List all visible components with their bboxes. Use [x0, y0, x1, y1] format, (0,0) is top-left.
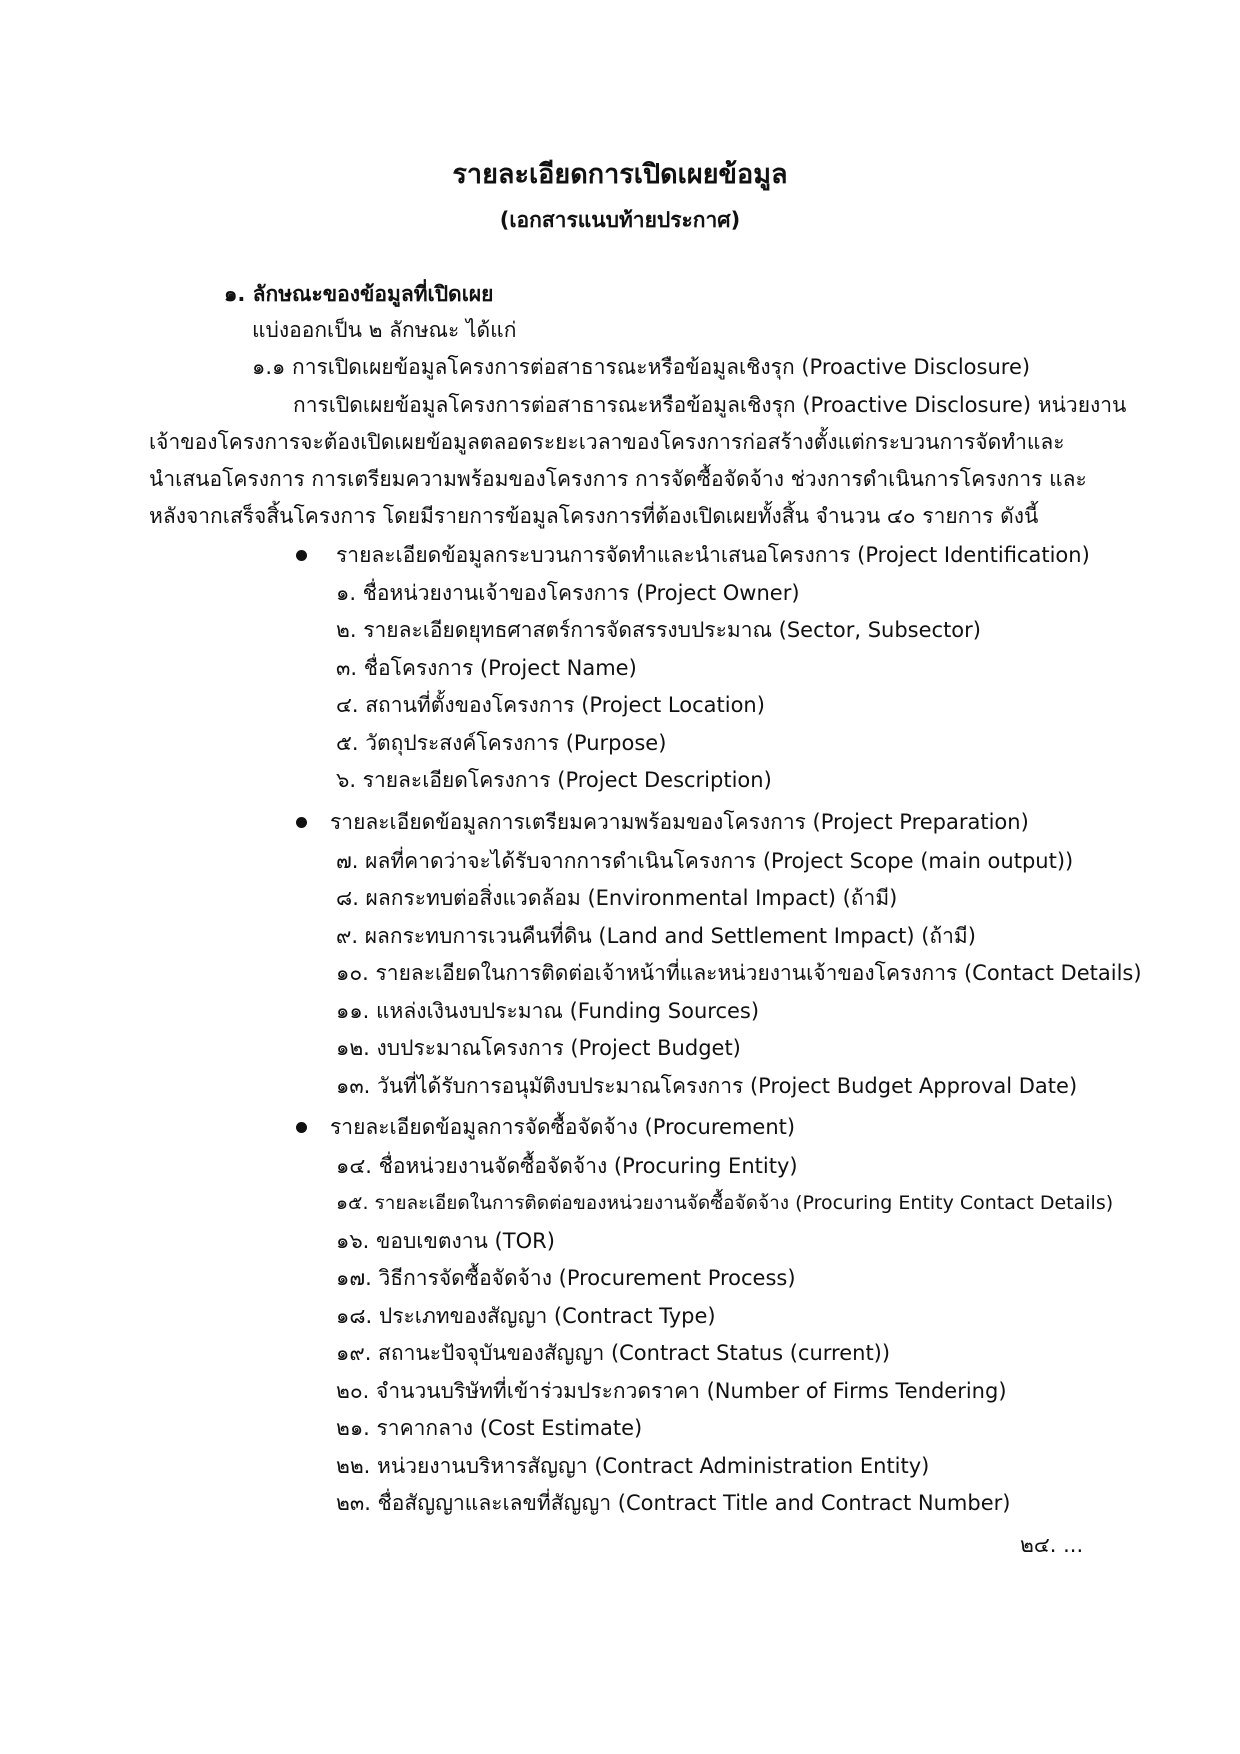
list-item: ๑๘. ประเภทของสัญญา (Contract Type) [336, 1304, 716, 1328]
list-item: ๒๐. จำนวนบริษัทที่เข้าร่วมประกวดราคา (Number of Firms Tendering) [336, 1379, 1007, 1403]
list-item: ๒๑. ราคากลาง (Cost Estimate) [336, 1416, 643, 1440]
paragraph-line: การเปิดเผยข้อมูลโครงการต่อสาธารณะหรือข้อมูลเชิงรุก (Proactive Disclosure) หน่วยงาน [293, 393, 1127, 417]
list-item: ๙. ผลกระทบการเวนคืนที่ดิน (Land and Settlement Impact) (ถ้ามี) [336, 924, 976, 948]
list-item: ๑๖. ขอบเขตงาน (TOR) [336, 1229, 555, 1253]
list-item: ๑๓. วันที่ได้รับการอนุมัติงบประมาณโครงการ (Project Budget Approval Date) [336, 1074, 1078, 1098]
list-item: ๒. รายละเอียดยุทธศาสตร์การจัดสรรงบประมาณ (Sector, Subsector) [336, 618, 981, 642]
continuation-marker: ๒๔. ... [1020, 1533, 1084, 1557]
document-subtitle: (เอกสารแนบท้ายประกาศ) [499, 208, 741, 232]
list-item: ๕. วัตถุประสงค์โครงการ (Purpose) [336, 731, 667, 755]
paragraph-line: หลังจากเสร็จสิ้นโครงการ โดยมีรายการข้อมูลโครงการที่ต้องเปิดเผยทั้งสิ้น จำนวน ๔๐ รายการ ดังนี้ [149, 504, 1039, 528]
list-item: ๑๐. รายละเอียดในการติดต่อเจ้าหน้าที่และหน่วยงานเจ้าของโครงการ (Contact Details) [336, 961, 1142, 985]
bullet-icon [296, 1122, 307, 1133]
list-item: ๓. ชื่อโครงการ (Project Name) [336, 656, 637, 680]
list-item: ๑๙. สถานะปัจจุบันของสัญญา (Contract Status (current)) [336, 1341, 891, 1365]
list-item: ๑. ชื่อหน่วยงานเจ้าของโครงการ (Project Owner) [336, 581, 800, 605]
paragraph-line: นำเสนอโครงการ การเตรียมความพร้อมของโครงการ การจัดซื้อจัดจ้าง ช่วงการดำเนินการโครงการ และ [149, 467, 1087, 491]
bullet-icon [296, 817, 307, 828]
list-item: ๑๒. งบประมาณโครงการ (Project Budget) [336, 1036, 741, 1060]
document-title: รายละเอียดการเปิดเผยข้อมูล [452, 159, 788, 190]
list-item: ๖. รายละเอียดโครงการ (Project Description) [336, 768, 772, 792]
sub-heading: ๑.๑ การเปิดเผยข้อมูลโครงการต่อสาธารณะหรือข้อมูลเชิงรุก (Proactive Disclosure) [252, 355, 1031, 379]
group-title: รายละเอียดข้อมูลกระบวนการจัดทำและนำเสนอโครงการ (Project Identification) [336, 543, 1090, 567]
list-item: ๒๓. ชื่อสัญญาและเลขที่สัญญา (Contract Title and Contract Number) [336, 1491, 1011, 1515]
list-item: ๑๑. แหล่งเงินงบประมาณ (Funding Sources) [336, 999, 760, 1023]
list-item: ๑๔. ชื่อหน่วยงานจัดซื้อจัดจ้าง (Procuring Entity) [336, 1154, 798, 1178]
bullet-icon [296, 550, 307, 561]
list-item: ๗. ผลที่คาดว่าจะได้รับจากการดำเนินโครงการ (Project Scope (main output)) [336, 849, 1074, 873]
group-title: รายละเอียดข้อมูลการจัดซื้อจัดจ้าง (Procurement) [330, 1115, 796, 1139]
list-item: ๑๕. รายละเอียดในการติดต่อของหน่วยงานจัดซื้อจัดจ้าง (Procuring Entity Contact Details) [336, 1192, 1114, 1214]
list-item: ๔. สถานที่ตั้งของโครงการ (Project Location) [336, 693, 765, 717]
section-heading: ๑. ลักษณะของข้อมูลที่เปิดเผย [224, 282, 494, 306]
list-item: ๒๒. หน่วยงานบริหารสัญญา (Contract Administration Entity) [336, 1454, 930, 1478]
list-item: ๘. ผลกระทบต่อสิ่งแวดล้อม (Environmental Impact) (ถ้ามี) [336, 886, 898, 910]
paragraph-line: เจ้าของโครงการจะต้องเปิดเผยข้อมูลตลอดระยะเวลาของโครงการก่อสร้างตั้งแต่กระบวนการจัดทำและ [149, 430, 1065, 454]
intro-text: แบ่งออกเป็น ๒ ลักษณะ ได้แก่ [252, 318, 517, 342]
group-title: รายละเอียดข้อมูลการเตรียมความพร้อมของโครงการ (Project Preparation) [330, 810, 1029, 834]
list-item: ๑๗. วิธีการจัดซื้อจัดจ้าง (Procurement Process) [336, 1266, 796, 1290]
